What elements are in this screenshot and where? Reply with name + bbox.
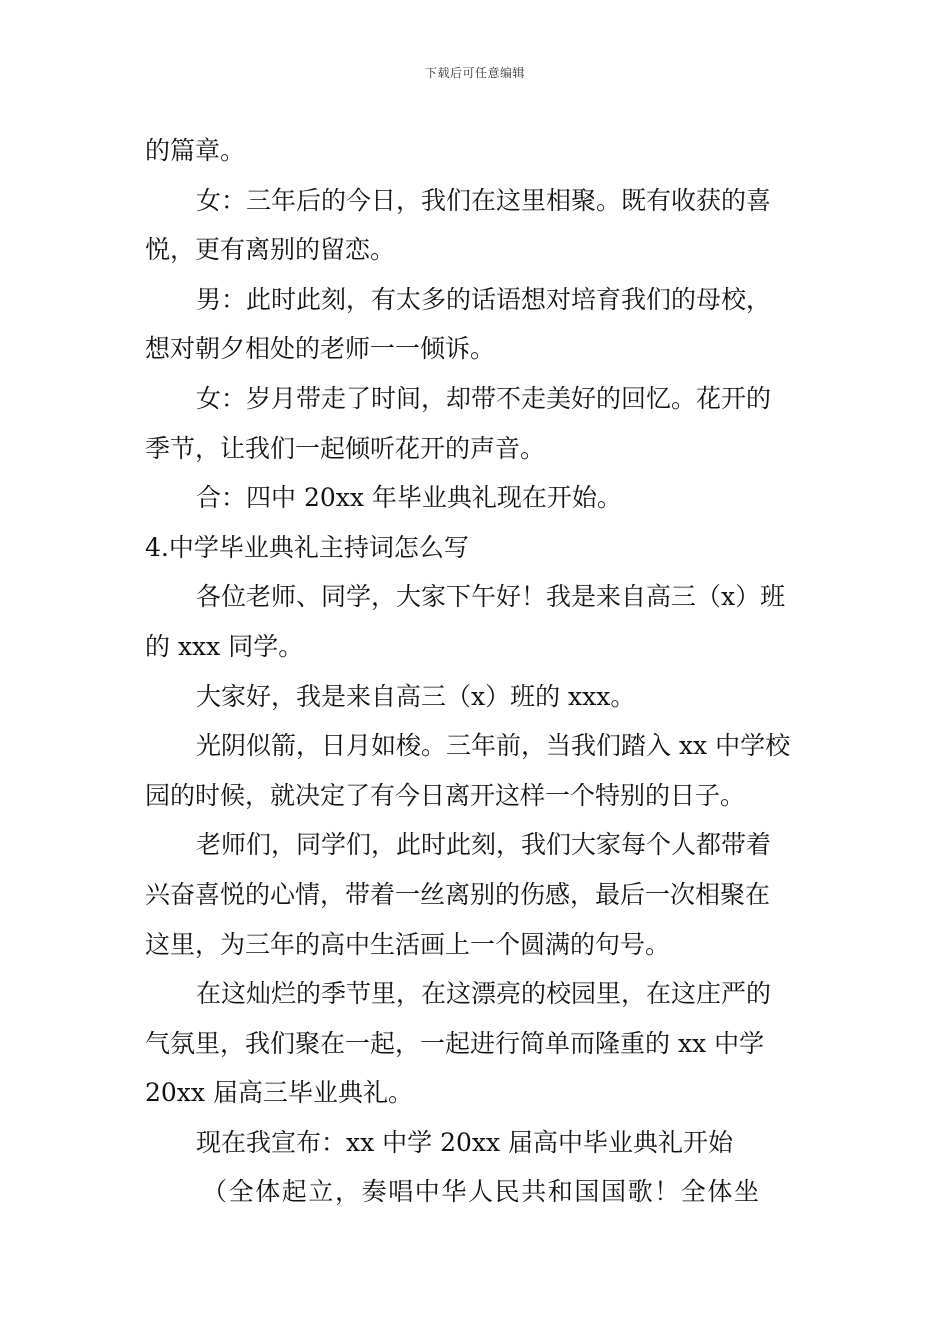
text-line-6: 女：岁月带走了时间，却带不走美好的回忆。花开的 xyxy=(196,383,772,413)
text-line-1: 的篇章。 xyxy=(145,136,246,165)
text-line-15: 老师们，同学们，此时此刻，我们大家每个人都带着 xyxy=(196,830,772,860)
section-heading: 4.中学毕业典礼主持词怎么写 xyxy=(145,532,469,562)
text-line-8: 合：四中 20xx 年毕业典礼现在开始。 xyxy=(196,483,622,513)
text-line-14: 园的时候，就决定了有今日离开这样一个特别的日子。 xyxy=(145,780,746,810)
document-body xyxy=(145,126,810,1217)
text-line-22: （全体起立，奏唱中华人民共和国国歌！全体坐 xyxy=(202,1177,761,1207)
text-line-16: 兴奋喜悦的心情，带着一丝离别的伤感，最后一次相聚在 xyxy=(145,879,771,909)
text-line-5: 想对朝夕相处的老师一一倾诉。 xyxy=(145,334,496,364)
text-line-7: 季节，让我们一起倾听花开的声音。 xyxy=(145,433,546,463)
text-line-4: 男：此时此刻，有太多的话语想对培育我们的母校， xyxy=(196,284,772,314)
text-line-11: 的 xxx 同学。 xyxy=(145,631,304,661)
page-header: 下载后可任意编辑 xyxy=(424,66,525,80)
text-line-10: 各位老师、同学，大家下午好！我是来自高三（x）班 xyxy=(196,582,786,612)
text-line-18: 在这灿烂的季节里，在这漂亮的校园里，在这庄严的 xyxy=(196,979,772,1009)
text-line-17: 这里，为三年的高中生活画上一个圆满的句号。 xyxy=(145,929,671,959)
text-line-2: 女：三年后的今日，我们在这里相聚。既有收获的喜 xyxy=(196,185,772,215)
text-line-12: 大家好，我是来自高三（x）班的 xxx。 xyxy=(196,681,636,711)
text-line-3: 悦，更有离别的留恋。 xyxy=(145,235,396,265)
text-line-20: 20xx 届高三毕业典礼。 xyxy=(145,1078,413,1108)
text-line-19: 气氛里，我们聚在一起，一起进行简单而隆重的 xx 中学 xyxy=(145,1028,765,1058)
text-line-21: 现在我宣布：xx 中学 20xx 届高中毕业典礼开始 xyxy=(196,1127,734,1157)
text-line-13: 光阴似箭，日月如梭。三年前，当我们踏入 xx 中学校 xyxy=(196,731,791,761)
